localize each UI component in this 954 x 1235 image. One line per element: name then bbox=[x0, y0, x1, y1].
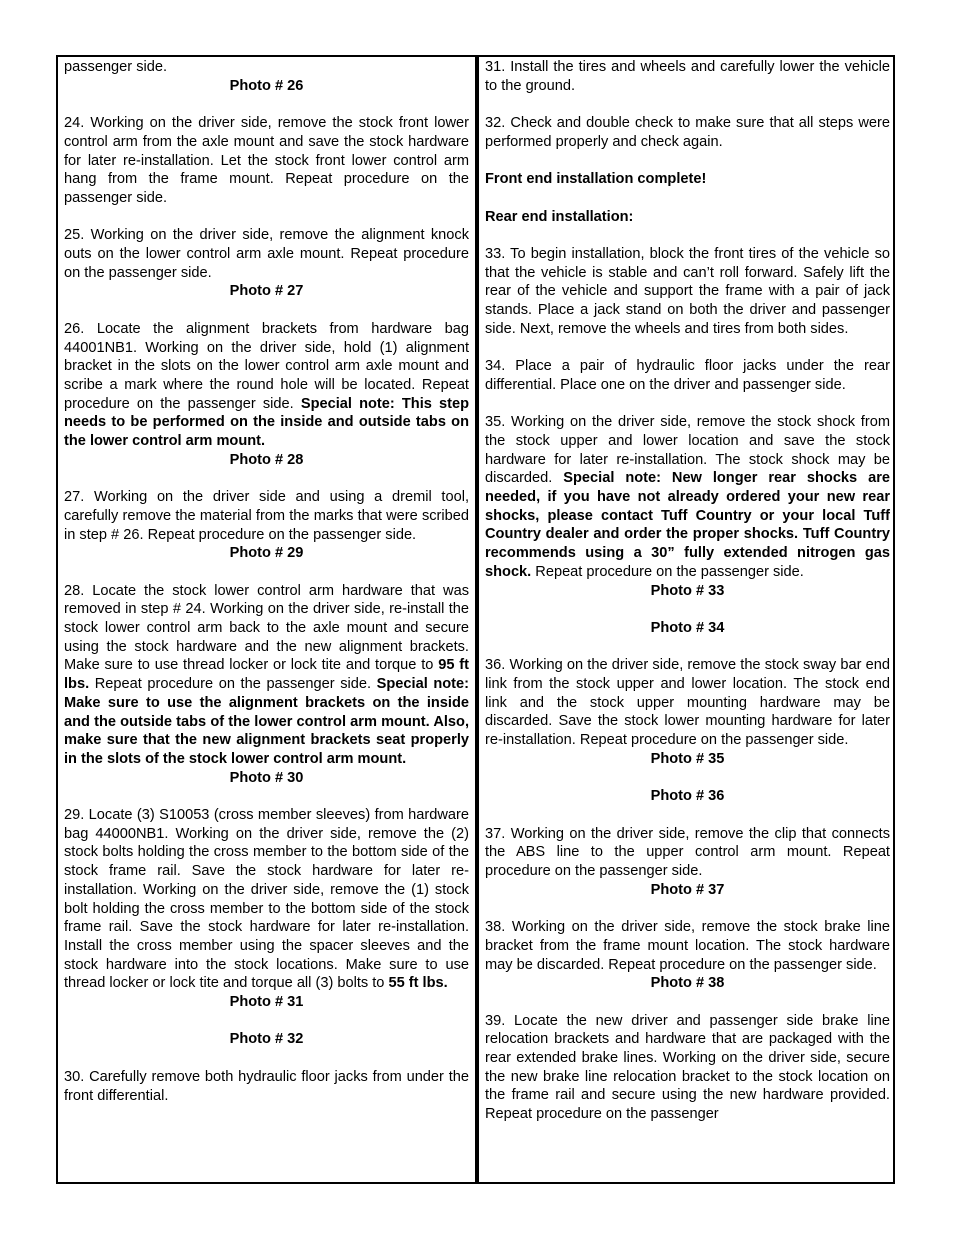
step-25: 25. Working on the driver side, remove the alignment knock outs on the lower control arm axle mount. Repeat procedure on the passenger side. bbox=[64, 227, 469, 281]
photo-33-caption: Photo # 33 bbox=[650, 582, 725, 599]
step-30: 30. Carefully remove both hydraulic floor jacks from under the front differential. bbox=[64, 1068, 469, 1104]
step-38: 38. Working on the driver side, remove the stock brake line bracket from the frame mount location. The stock hardware may be discarded. Repeat procedure on the passenger side. bbox=[485, 919, 890, 973]
photo-34-caption: Photo # 34 bbox=[650, 619, 725, 636]
step-35-repeat: Repeat procedure on the passenger side. bbox=[535, 563, 804, 580]
photo-28-caption: Photo # 28 bbox=[229, 451, 304, 468]
rear-end-installation-heading: Rear end installation: bbox=[485, 208, 634, 225]
step-29 bbox=[64, 806, 469, 993]
photo-29-caption: Photo # 29 bbox=[229, 545, 304, 562]
step-29-torque: 55 ft lbs. bbox=[388, 975, 448, 992]
photo-27-caption: Photo # 27 bbox=[229, 283, 304, 300]
step-26-special-note: Special note: This step needs to be performed on the inside and outside tabs on the lower control arm mount. bbox=[64, 395, 469, 450]
step-37: 37. Working on the driver side, remove the clip that connects the ABS line to the upper control arm mount. Repeat procedure on the passenger side. bbox=[485, 825, 890, 880]
step-28-repeat: Repeat procedure on the passenger side. bbox=[94, 676, 372, 693]
step-31: 31. Install the tires and wheels and carefully lower the vehicle to the ground. bbox=[485, 59, 890, 94]
step-33: 33. To begin installation, block the front tires of the vehicle so that the vehicle is stable and can’t roll forward. Safely lift the rear of the vehicle and support the frame with a pair of jack stands. Place a jack stand on both the driver and passenger side. Next, remove the wheels and tires from both sides. bbox=[485, 245, 890, 337]
step-36: 36. Working on the driver side, remove the stock sway bar end link from the stock upper and lower location. The stock end link and the stock upper mounting hardware may be discarded. Save the stock lower mounting hardware for later re-installation. Repeat procedure on the passenger side. bbox=[485, 657, 890, 749]
photo-32-caption: Photo # 32 bbox=[229, 1031, 304, 1048]
step-24: 24. Working on the driver side, remove the stock front lower control arm from the axle mount and save the stock hardware for later re-installation. Let the stock front lower control arm hang from the frame mount. Repeat procedure on the passenger side. bbox=[64, 115, 469, 206]
step-26 bbox=[64, 320, 469, 451]
step-29-text: 29. Locate (3) S10053 (cross member sleeves) from hardware bag 44000NB1. Working on the driver side, remove the (2) stock bolts holding the cross member to the bottom side of the stock frame rail. Save the stock hardware for later re-installation. Working on the driver side, remove the (1) stock bolt holding the cross member to the bottom side of the stock frame rail. Save the stock hardware for later re-installation. Install the cross member using the spacer sleeves and the stock hardware into the stock locations. Make sure to use thread locker or lock tite and torque all (3) bolts to bbox=[64, 807, 469, 992]
step-35 bbox=[485, 413, 890, 581]
left-column bbox=[64, 58, 469, 1124]
step-26-text: 26. Locate the alignment brackets from hardware bag 44001NB1. Working on the driver side, hold (1) alignment bracket in the slots on the lower control arm axle mount and scribe a mark where the round hole will be located. Repeat procedure on the passenger side. bbox=[64, 320, 469, 412]
photo-30-caption: Photo # 30 bbox=[229, 769, 304, 786]
step-23-continuation: passenger side. bbox=[64, 59, 168, 75]
step-35-text: 35. Working on the driver side, remove the stock shock from the stock upper and lower location and save the stock hardware for later re-installation. The stock shock may be discarded. bbox=[485, 414, 890, 487]
photo-36-caption: Photo # 36 bbox=[650, 788, 725, 805]
photo-31-caption: Photo # 31 bbox=[229, 994, 304, 1011]
front-end-complete-heading: Front end installation complete! bbox=[485, 171, 707, 188]
column-divider bbox=[475, 55, 479, 1184]
step-32: 32. Check and double check to make sure that all steps were performed properly and check again. bbox=[485, 115, 890, 150]
step-28-special-note: Special note: Make sure to use the alignment brackets on the inside and the outside tabs of the lower control arm mount. Also, make sure that the new alignment brackets seat properly in the slots of the stock lower control arm mount. bbox=[64, 676, 470, 767]
step-34: 34. Place a pair of hydraulic floor jacks under the rear differential. Place one on the driver and passenger side. bbox=[485, 358, 890, 393]
step-28 bbox=[64, 582, 469, 769]
photo-38-caption: Photo # 38 bbox=[650, 975, 725, 992]
step-39: 39. Locate the new driver and passenger side brake line relocation brackets and hardware that are packaged with the rear extended brake lines. Working on the driver side, secure the new brake line relocation bracket to the stock location on the frame rail and secure using the new hardware provided. Repeat procedure on the passenger bbox=[485, 1012, 890, 1123]
photo-26-caption: Photo # 26 bbox=[229, 77, 304, 94]
photo-37-caption: Photo # 37 bbox=[650, 881, 725, 898]
step-35-special-note: Special note: New longer rear shocks are needed, if you have not already ordered your new rear shocks, please contact Tuff Country or your local Tuff Country dealer and order the proper shocks. Tuff Country recommends using a 30” fully extended nitrogen gas shock. bbox=[485, 470, 891, 580]
step-28-text: 28. Locate the stock lower control arm hardware that was removed in step # 24. Working on the driver side, re-install the stock lower control arm back to the axle mount and secure using the stock hardware and the new alignment brackets. Make sure to use thread locker or lock tite and torque to bbox=[64, 582, 469, 674]
photo-35-caption: Photo # 35 bbox=[650, 750, 725, 767]
right-column bbox=[485, 58, 890, 1143]
step-27: 27. Working on the driver side and using a dremil tool, carefully remove the material from the marks that were scribed in step # 26. Repeat procedure on the passenger side. bbox=[64, 489, 469, 543]
step-28-torque: 95 ft lbs. bbox=[64, 657, 469, 693]
